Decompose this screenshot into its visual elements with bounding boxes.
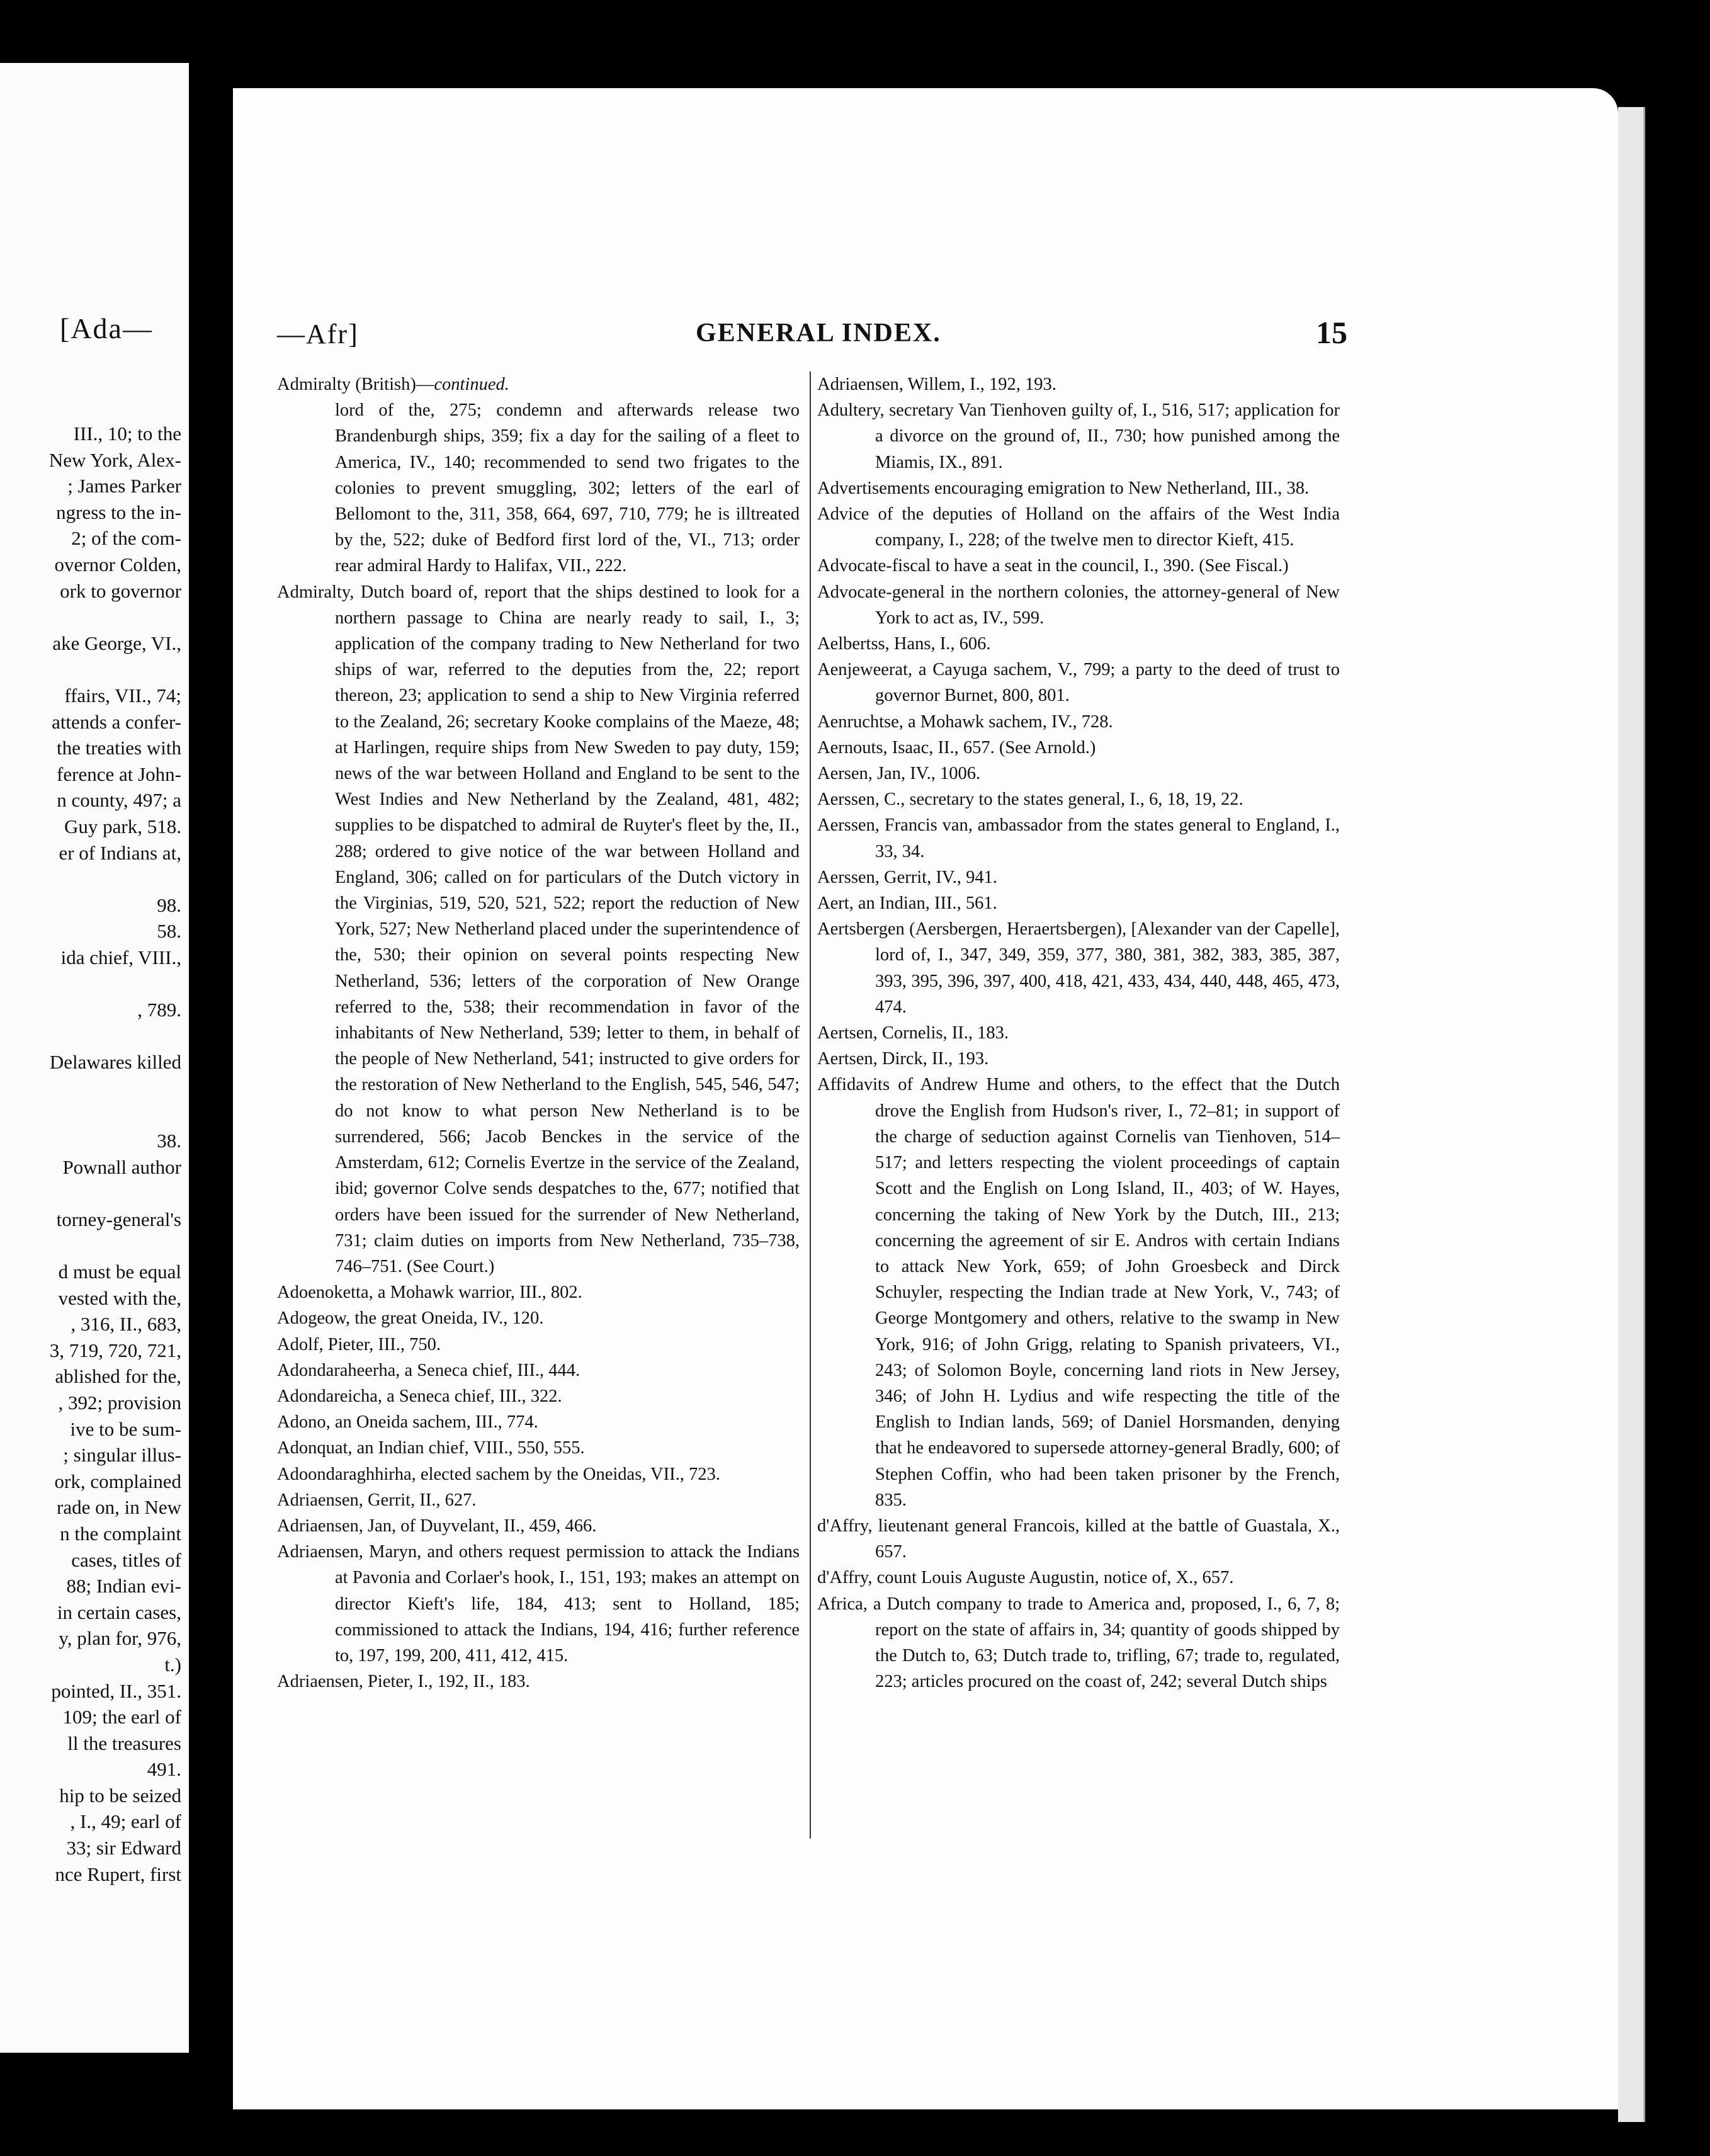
facing-page-line: ork to governor (60, 579, 181, 602)
index-entry: Adoenoketta, a Mohawk warrior, III., 802. (277, 1283, 582, 1303)
index-entry: Aenruchtse, a Mohawk sachem, IV., 728. (817, 712, 1113, 732)
index-entry: Aertsen, Cornelis, II., 183. (817, 1023, 1009, 1043)
index-entry: Advice of the deputies of Holland on the affairs of the West India company, I., 228; of the twelve men to director Kieft, 415. (817, 504, 1340, 550)
facing-page-line: t.) (164, 1653, 181, 1676)
facing-page-line: ork, complained (54, 1470, 181, 1492)
index-entry: d'Affry, lieutenant general Francois, killed at the battle of Guastala, X., 657. (817, 1516, 1340, 1562)
index-entry: Adono, an Oneida sachem, III., 774. (277, 1412, 538, 1433)
facing-page-line: 109; the earl of (62, 1706, 181, 1728)
facing-page-line (0, 1023, 185, 1050)
facing-page-line: 33; sir Edward (66, 1837, 181, 1859)
facing-page-line: ive to be sum- (70, 1417, 181, 1440)
facing-page-line: 98. (157, 894, 181, 916)
facing-page-line: ll the treasures (67, 1732, 181, 1754)
facing-page-line: vested with the, (58, 1286, 181, 1309)
facing-page-line: er of Indians at, (59, 841, 181, 864)
facing-page (0, 63, 189, 2053)
page-edge (1618, 107, 1645, 2122)
facing-page-line: ida chief, VIII., (60, 946, 181, 968)
facing-page-line: 2; of the com- (71, 527, 181, 550)
page-header (277, 315, 1347, 356)
facing-page-line: attends a confer- (52, 710, 181, 733)
index-entry: Affidavits of Andrew Hume and others, to the effect that the Dutch drove the English from Hudson's river, I., 72–81; in support of the charge of seduction against Cornelis van Tienhoven, 514–517; and letters respecting the violent proceedings of captain Scott and the English on Long Island, II., 403; of W. Hayes, concerning the taking of New York by the Dutch, III., 213; concerning the agreement of sir E. Andros with certain Indians to attack New York, 659; of John Groesbeck and Dirck Schuyler, respecting the Indian trade at New York, V., 743; of George Montgomery and others, relative to the swamp in New York, 916; of John Grigg, relating to Spanish privateers, VI., 243; of Solomon Boyle, concerning land riots in New Jersey, 346; of John H. Lydius and wife respecting the title of the English to Indian lands, 569; of Daniel Horsmanden, denying that he endeavored to supersede attorney-general Bradly, 600; of Stephen Coffin, who had been taken prisoner by the French, 835. (817, 1075, 1340, 1510)
right-entries (817, 372, 1340, 1694)
facing-page-line (0, 1101, 185, 1128)
index-entry: Adonquat, an Indian chief, VIII., 550, 555. (277, 1438, 585, 1458)
index-entry: Aertsen, Dirck, II., 193. (817, 1049, 989, 1069)
facing-page-line: Guy park, 518. (64, 815, 181, 837)
left-entries (277, 579, 800, 1695)
facing-page-line: overnor Colden, (54, 553, 181, 576)
index-entry: Advertisements encouraging emigration to New Netherland, III., 38. (817, 478, 1310, 498)
index-entry: Aert, an Indian, III., 561. (817, 894, 997, 914)
index-entry: Adriaensen, Gerrit, II., 627. (277, 1490, 477, 1510)
index-entry: Adriaensen, Maryn, and others request permission to attack the Indians at Pavonia and Corlaer's hook, I., 151, 193; makes an attempt on director Kieft's life, 184, 413; sent to Holland, 185; commissioned to attack the Indians, 194, 416; further reference to, 197, 199, 200, 411, 412, 415. (277, 1542, 800, 1665)
facing-page-line: New York, Alex- (48, 448, 181, 471)
index-entry: Adriaensen, Pieter, I., 192, II., 183. (277, 1672, 530, 1692)
facing-page-line: Pownall author (62, 1155, 181, 1178)
index-entry: Advocate-fiscal to have a seat in the council, I., 390. (See Fiscal.) (817, 556, 1289, 576)
facing-page-line: ngress to the in- (56, 501, 181, 523)
continued-heading: Admiralty (British)— (277, 375, 434, 394)
index-entry: Aerssen, Francis van, ambassador from the states general to England, I., 33, 34. (817, 815, 1340, 861)
facing-page-line: ; James Parker (67, 475, 181, 497)
facing-page-text-fragments (0, 421, 185, 1887)
index-entry: Africa, a Dutch company to trade to America and, proposed, I., 6, 7, 8; report on the state of affairs in, 34; quantity of goods shipped by the Dutch to, 63; Dutch trade to, trifling, 67; trade to, regulated, 223; articles procured on the coast of, 242; several Dutch ships (817, 1594, 1340, 1692)
facing-page-line: y, plan for, 976, (59, 1627, 181, 1650)
facing-page-line: 58. (157, 920, 181, 943)
index-column-left (277, 372, 800, 1694)
facing-page-line: ablished for the, (55, 1365, 181, 1388)
continued-label: continued. (434, 375, 509, 394)
facing-page-line (0, 1075, 185, 1102)
facing-page-line: 491. (147, 1758, 181, 1781)
facing-page-line: rade on, in New (57, 1496, 181, 1519)
facing-page-line: n county, 497; a (57, 789, 181, 812)
facing-page-line: torney-general's (56, 1208, 181, 1230)
facing-page-line: , I., 49; earl of (70, 1810, 181, 1833)
facing-page-line (0, 1232, 185, 1259)
facing-page-line (0, 656, 185, 683)
index-entry: Aertsbergen (Aersbergen, Heraertsbergen), [Alexander van der Capelle], lord of, I., 347, 349, 359, 377, 380, 381, 382, 383, 385, 387, 393, 395, 396, 397, 400, 418, 421, 433, 434, 440, 448, 465, 473, 474. (817, 919, 1340, 1017)
facing-page-line: Delawares killed (49, 1051, 181, 1074)
index-entry: Aerssen, Gerrit, IV., 941. (817, 867, 998, 887)
continued-body: lord of the, 275; condemn and afterwards release two Brandenburgh ships, 359; fix a day for the sailing of a fleet to America, IV., 140; recommended to send two frigates to the colonies to prevent smuggling, 302; letters of the earl of Bellomont to the, 311, 358, 664, 697, 710, 779; he is illtreated by the, 522; duke of Bedford first lord of the, VI., 713; order rear admiral Hardy to Halifax, VII., 222. (335, 400, 800, 576)
facing-page-line: pointed, II., 351. (51, 1679, 181, 1702)
facing-page-line: , 392; provision (58, 1391, 181, 1414)
index-entry-continued (277, 372, 800, 579)
index-entry: Adondaraheerha, a Seneca chief, III., 444. (277, 1360, 580, 1380)
facing-page-line: III., 10; to the (73, 423, 181, 445)
facing-page-running-head: [Ada— (60, 312, 153, 344)
index-entry: Aerssen, C., secretary to the states general, I., 6, 18, 19, 22. (817, 790, 1243, 810)
page-number: 15 (1316, 315, 1347, 350)
index-entry: Adriaensen, Jan, of Duyvelant, II., 459, 466. (277, 1516, 597, 1536)
facing-page-line: d must be equal (58, 1261, 181, 1283)
index-entry: Aernouts, Isaac, II., 657. (See Arnold.) (817, 737, 1096, 757)
facing-page-line: n the complaint (60, 1522, 181, 1545)
index-entry: Adogeow, the great Oneida, IV., 120. (277, 1308, 544, 1329)
index-entry: Aelbertss, Hans, I., 606. (817, 634, 991, 654)
facing-page-line (0, 604, 185, 630)
facing-page-line: 88; Indian evi- (66, 1575, 181, 1597)
index-entry: Adriaensen, Willem, I., 192, 193. (817, 375, 1056, 394)
index-column-right (817, 372, 1340, 1694)
facing-page-line: 3, 719, 720, 721, (49, 1339, 181, 1361)
index-entry: Adolf, Pieter, III., 750. (277, 1334, 441, 1354)
index-entry: d'Affry, count Louis Auguste Augustin, notice of, X., 657. (817, 1568, 1234, 1588)
index-entry: Adultery, secretary Van Tienhoven guilty of, I., 516, 517; application for a divorce on the ground of, II., 730; how punished among the Miamis, IX., 891. (817, 400, 1340, 472)
facing-page-line: ference at John- (57, 763, 181, 785)
facing-page-line (0, 970, 185, 997)
facing-page-line: , 316, II., 683, (71, 1313, 181, 1336)
facing-page-line: ake George, VI., (52, 632, 181, 654)
index-entry: Aenjeweerat, a Cayuga sachem, V., 799; a party to the deed of trust to governor Burnet, 800, 801. (817, 660, 1340, 706)
index-entry: Adondareicha, a Seneca chief, III., 322. (277, 1386, 562, 1406)
header-range: —Afr] (277, 319, 359, 349)
facing-page-line: , 789. (137, 999, 181, 1021)
index-entry: Admiralty, Dutch board of, report that the ships destined to look for a northern passage to China are nearly ready to sail, I., 3; application of the company trading to New Netherland for two ships of war, referred to the deputies from the, 22; report thereon, 23; application to send a ship to New Virginia referred to the Zealand, 26; secretary Kooke complains of the Maeze, 48; at Harlingen, require ships from New Sweden to pay duty, 159; news of the war between Holland and England to be sent to the West Indies and New Netherland by the Zealand, 481, 482; supplies to be dispatched to admiral de Ruyter's fleet by the, II., 288; ordered to give notice of the war between Holland and England, 306; called on for particulars of the Dutch victory in the Virginias, 519, 520, 521, 522; report the reduction of New York, 527; New Netherland placed under the superintendence of the, 530; their opinion on several points respecting New Netherland, 536; letters of the corporation of New Orange referred to the, 538; their recommendation in favor of the inhabitants of New Netherland, 539; letter to them, in behalf of the people of New Netherland, 541; instructed to give orders for the restoration of New Netherland to the English, 545, 546, 547; do not know to what person New Netherland is to be surrendered, 566; Jacob Benckes in the service of the Amsterdam, 612; Cornelis Evertze in the service of the Zealand, ibid; governor Colve sends despatches to the, 677; notified that orders have been issued for the surrender of New Netherland, 731; claim duties on imports from New Netherland, 735–738, 746–751. (See Court.) (277, 582, 800, 1276)
index-entry: Aersen, Jan, IV., 1006. (817, 764, 981, 784)
facing-page-line: 38. (157, 1130, 181, 1152)
facing-page-line: cases, titles of (71, 1548, 181, 1571)
facing-page-line: nce Rupert, first (55, 1863, 181, 1885)
facing-page-line (0, 866, 185, 892)
facing-page-line: ffairs, VII., 74; (64, 684, 181, 706)
page-title: GENERAL INDEX. (696, 319, 941, 348)
facing-page-line: hip to be seized (59, 1784, 181, 1807)
facing-page-line: the treaties with (57, 737, 181, 759)
facing-page-line: ; singular illus- (63, 1444, 181, 1467)
index-entry: Advocate-general in the northern colonies, the attorney-general of New York to act as, IV., 599. (817, 582, 1340, 628)
facing-page-line (0, 1180, 185, 1206)
facing-page-line: in certain cases, (57, 1601, 181, 1623)
index-entry: Adoondaraghhirha, elected sachem by the Oneidas, VII., 723. (277, 1464, 720, 1484)
column-divider (810, 372, 811, 1839)
